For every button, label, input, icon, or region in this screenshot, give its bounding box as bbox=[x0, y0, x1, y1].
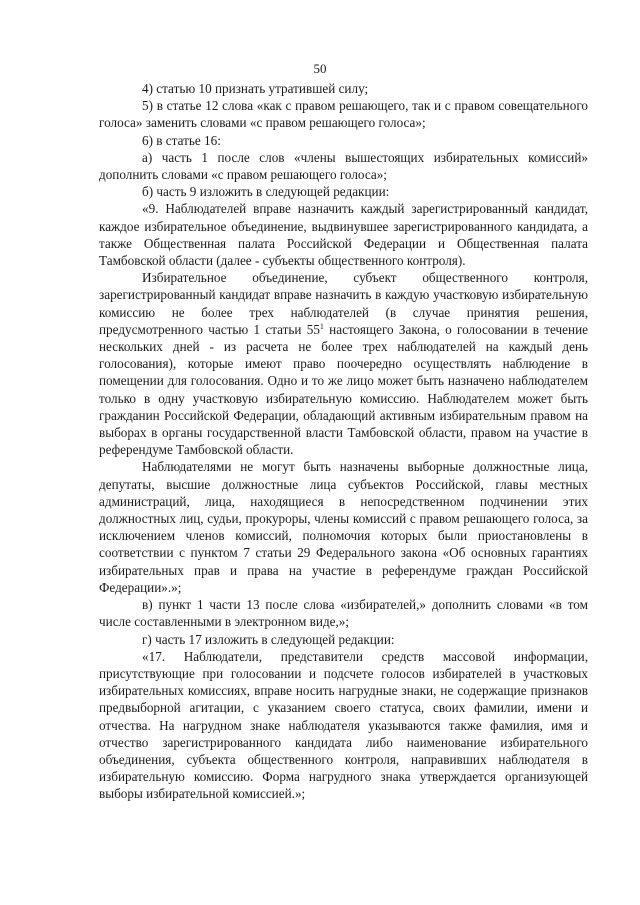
paragraph-text-segment: настоящего Закона, о голосовании в течение нескольких дней - из расчета не более трех наблюдателей на каждый день голосования), которые имеют право поочередно осуществлять наблюдение в помещении для голосования. Одно и то же лицо может быть назначено наблюдателем только в одну участковую избирательную комиссию. Наблюдателем может быть гражданин Российской Федерации, обладающий активным избирательным правом на выборах в органы государственной власти Тамбовской области, правом на участие в референдуме Тамбовской области. bbox=[99, 321, 588, 458]
paragraph-item-4: 4) статью 10 признать утратившей силу; bbox=[142, 81, 369, 96]
paragraph-text-segment: Избирательное объединение, субъект общественного контроля, зарегистрированный кандидат вправе назначить в каждую участковую избирательную комиссию не более трех наблюдателей (в случае принятия решения, предусмотренного частью 1 статьи 55 bbox=[99, 270, 588, 337]
page-number: 50 bbox=[313, 61, 327, 76]
paragraph-item-6g: г) часть 17 изложить в следующей редакции: bbox=[142, 631, 395, 647]
paragraph-item-6a: а) часть 1 после слов «члены вышестоящих избирательных комиссий» дополнить словами «с правом решающего голоса»; bbox=[99, 149, 588, 183]
paragraph-part-17-badges: «17. Наблюдатели, представители средств массовой информации, присутствующие при голосовании и подсчете голосов избирателей в участковых избирательных комиссиях, вправе носить нагрудные знаки, не содержащие признаков предвыборной агитации, с указанием своего статуса, своих фамилии, имени и отчества. На нагрудном знаке наблюдателя указываются также фамилия, имя и отчество зарегистрированного кандидата либо наименование избирательного объединения, субъекта общественного контроля, направивших наблюдателя в избирательную комиссию. Форма нагрудного знака утверждается организующей выборы избирательной комиссией.»; bbox=[99, 648, 588, 802]
paragraph-item-6v: в) пункт 1 части 13 после слова «избирателей,» дополнить словами «в том числе составленными в электронном виде,»; bbox=[99, 597, 588, 630]
paragraph-item-6: 6) в статье 16: bbox=[142, 132, 221, 148]
paragraph-part-9-observers: «9. Наблюдателей вправе назначить каждый зарегистрированный кандидат, каждое избирательное объединение, выдвинувшее зарегистрированного кандидата, а также Общественная палата Российской Федерации и Общественная палата Тамбовской области (далее - субъекты общественного контроля). bbox=[99, 201, 588, 269]
paragraph-item-5: 5) в статье 12 слова «как с правом решающего, так и с правом совещательного голоса» заменить словами «с правом решающего голоса»; bbox=[99, 98, 588, 131]
document-body bbox=[99, 80, 588, 803]
paragraph-observer-restrictions: Наблюдателями не могут быть назначены выборные должностные лица, депутаты, высшие должностные лица субъектов Российской, главы местных администраций, лица, находящиеся в непосредственном подчинении этих должностных лиц, судьи, прокуроры, члены комиссий с правом решающего голоса, за исключением членов комиссий, полномочия которых были приостановлены в соответствии с пунктом 7 статьи 29 Федерального закона «Об основных гарантиях избирательных прав и права на участие в референдуме граждан Российской Федерации».»; bbox=[99, 459, 588, 595]
paragraph-item-6b: б) часть 9 изложить в следующей редакции: bbox=[142, 184, 390, 200]
paragraph-observer-appointment bbox=[99, 269, 588, 458]
superscript-article-index: 1 bbox=[319, 321, 324, 331]
